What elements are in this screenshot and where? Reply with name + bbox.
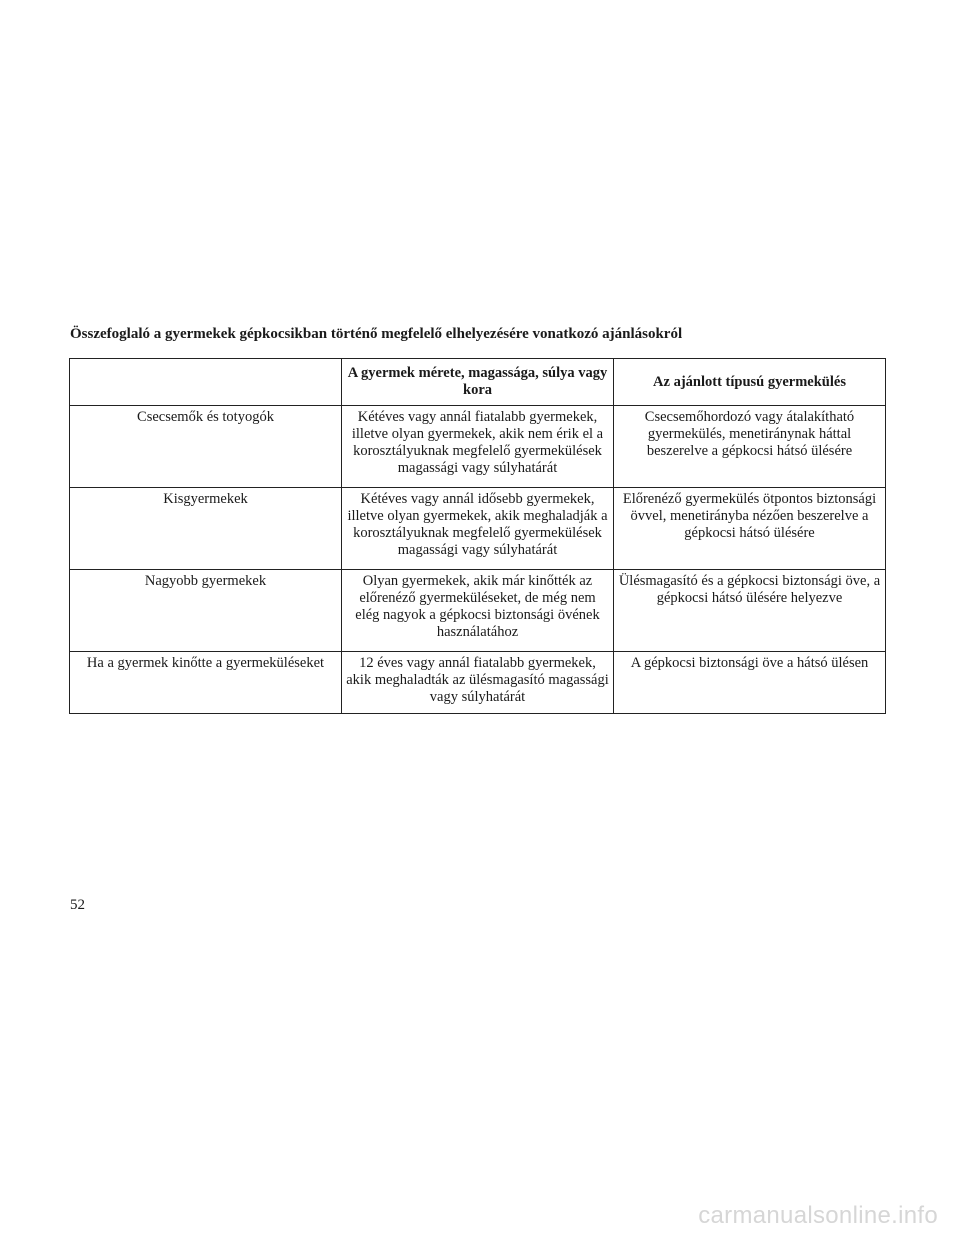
table-row	[70, 570, 886, 652]
table-row	[70, 652, 886, 714]
table-row	[70, 488, 886, 570]
recommendations-table	[69, 358, 886, 714]
page-title: Összefoglaló a gyermekek gépkocsikban történő megfelelő elhelyezésére vonatkozó ajánlásokról	[70, 326, 683, 342]
row-recommended-seat: Előrenéző gyermekülés ötpontos biztonsági övvel, menetirányba nézően beszerelve a gépkocsi hátsó ülésére	[614, 488, 886, 570]
table-header-row	[70, 359, 886, 406]
row-child-size: Kétéves vagy annál fiatalabb gyermekek, illetve olyan gyermekek, akik nem érik el a korosztályuknak megfelelő gyermekülések magassági vagy súlyhatárát	[342, 406, 614, 488]
header-category	[70, 359, 342, 406]
header-child-size: A gyermek mérete, magassága, súlya vagy kora	[342, 359, 614, 406]
row-recommended-seat: Ülésmagasító és a gépkocsi biztonsági öve, a gépkocsi hátsó ülésére helyezve	[614, 570, 886, 652]
row-child-size: Kétéves vagy annál idősebb gyermekek, illetve olyan gyermekek, akik meghaladják a korosztályuknak megfelelő gyermekülések magassági vagy súlyhatárát	[342, 488, 614, 570]
table-row	[70, 406, 886, 488]
watermark: carmanualsonline.info	[698, 1202, 938, 1229]
header-recommended-seat: Az ajánlott típusú gyermekülés	[614, 359, 886, 406]
row-category: Nagyobb gyermekek	[70, 570, 342, 652]
row-child-size: 12 éves vagy annál fiatalabb gyermekek, akik meghaladták az ülésmagasító magassági vagy súlyhatárát	[342, 652, 614, 714]
row-child-size: Olyan gyermekek, akik már kinőtték az előrenéző gyermeküléseket, de még nem elég nagyok a gépkocsi biztonsági övének használatához	[342, 570, 614, 652]
page-number: 52	[70, 897, 85, 913]
row-category: Ha a gyermek kinőtte a gyermeküléseket	[70, 652, 342, 714]
row-category: Kisgyermekek	[70, 488, 342, 570]
row-recommended-seat: A gépkocsi biztonsági öve a hátsó ülésen	[614, 652, 886, 714]
row-recommended-seat: Csecsemőhordozó vagy átalakítható gyermekülés, menetiránynak háttal beszerelve a gépkocsi hátsó ülésére	[614, 406, 886, 488]
row-category: Csecsemők és totyogók	[70, 406, 342, 488]
